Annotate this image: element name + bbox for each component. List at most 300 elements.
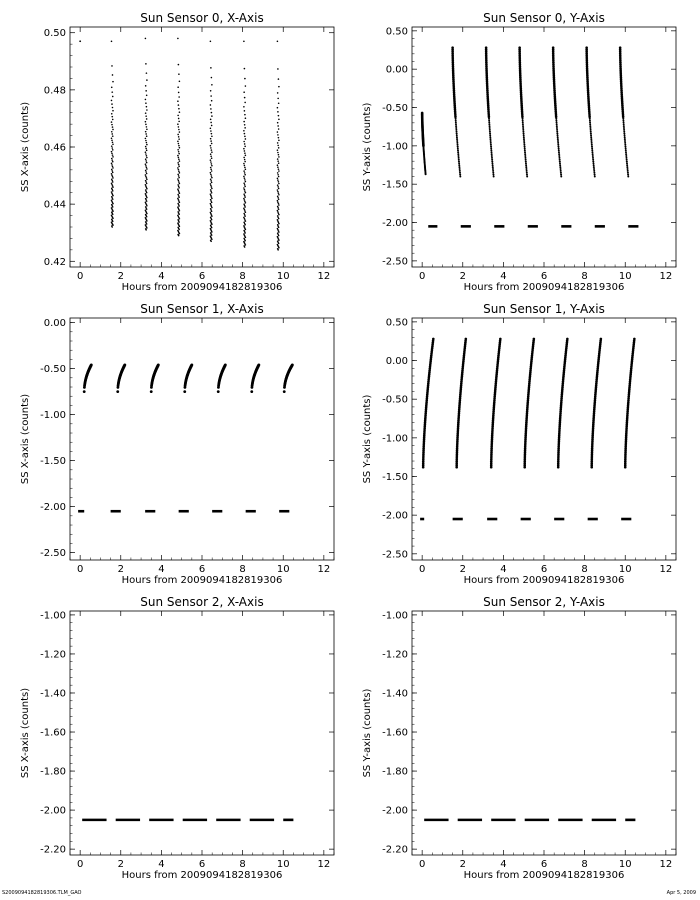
burst-point <box>211 135 213 137</box>
burst-point <box>211 223 213 225</box>
burst-point <box>111 124 113 126</box>
y-tick-label: 0.42 <box>43 256 66 268</box>
burst-point <box>111 158 113 160</box>
curve-point <box>557 142 559 144</box>
y-tick-label: 0.00 <box>43 318 66 330</box>
curve-point <box>525 168 527 170</box>
y-axis-label: SS Y-axis (counts) <box>362 102 373 192</box>
burst-point <box>278 194 280 196</box>
curve-point <box>627 176 629 178</box>
burst-point <box>112 126 114 128</box>
curve-point <box>525 159 527 161</box>
arc-point <box>257 364 260 367</box>
burst-point <box>112 186 114 188</box>
burst-point <box>145 140 147 142</box>
curve-point <box>491 159 493 161</box>
burst-point <box>243 40 245 42</box>
curve-point <box>623 121 625 123</box>
burst-point <box>145 165 147 167</box>
burst-point <box>244 150 246 152</box>
curve-point <box>491 151 493 153</box>
burst-point <box>211 198 213 200</box>
burst-point <box>243 187 245 189</box>
burst-point <box>111 174 113 176</box>
burst-point <box>178 170 180 172</box>
curve-point <box>523 133 525 135</box>
x-tick-label: 12 <box>317 564 331 575</box>
burst-point <box>277 179 279 181</box>
curve-point <box>593 172 595 174</box>
burst-point <box>178 143 180 145</box>
curve-point <box>626 166 628 168</box>
x-tick-label: 6 <box>198 271 206 282</box>
burst-point <box>244 159 246 161</box>
burst-point <box>178 187 180 189</box>
curve-point <box>592 162 594 164</box>
burst-point <box>179 192 181 194</box>
curve-point <box>490 142 492 144</box>
burst-point <box>278 208 280 210</box>
burst-point <box>278 226 280 228</box>
curve-point <box>522 127 524 129</box>
burst-point <box>177 38 179 40</box>
curve-point <box>589 125 591 127</box>
plot-frame <box>412 318 676 560</box>
burst-point <box>244 232 246 234</box>
burst-point <box>278 170 280 172</box>
curve-point <box>524 155 526 157</box>
burst-point <box>178 104 180 106</box>
x-tick-label: 6 <box>540 564 548 575</box>
curve-point <box>455 118 457 120</box>
burst-point <box>277 195 279 197</box>
curve-point <box>523 140 525 142</box>
x-tick-label: 0 <box>76 564 84 575</box>
burst-point <box>244 127 246 129</box>
burst-point <box>210 130 212 132</box>
burst-point <box>178 151 180 153</box>
x-tick-label: 12 <box>659 859 673 870</box>
curve-point <box>459 168 461 170</box>
burst-point <box>111 169 113 171</box>
burst-point <box>178 145 180 147</box>
burst-point <box>146 167 148 169</box>
burst-point <box>146 208 148 210</box>
burst-point <box>277 184 279 186</box>
curve-point <box>625 155 627 157</box>
burst-point <box>177 184 179 186</box>
curve-point <box>589 121 591 123</box>
curve-point <box>526 176 528 178</box>
burst-point <box>111 133 113 135</box>
curve-point <box>558 155 560 157</box>
burst-point <box>145 151 147 153</box>
burst-point <box>244 177 246 179</box>
curve-point <box>590 134 592 136</box>
burst-point <box>210 122 212 124</box>
burst-point <box>211 133 213 135</box>
curve-point <box>590 138 592 140</box>
y-tick-label: -2.00 <box>40 805 66 817</box>
burst-point <box>277 98 279 100</box>
burst-point <box>178 213 180 215</box>
arc-point <box>150 390 153 393</box>
burst-point <box>145 138 147 140</box>
curve-point <box>488 123 490 125</box>
curve-point <box>492 168 494 170</box>
burst-point <box>146 126 148 128</box>
curve-point <box>455 120 457 122</box>
burst-point <box>243 203 245 205</box>
chart-panel-5 <box>20 595 334 881</box>
arc-point <box>190 364 193 367</box>
burst-point <box>178 158 180 160</box>
burst-point <box>145 153 147 155</box>
burst-point <box>277 149 279 151</box>
curve-point <box>557 136 559 138</box>
y-tick-label: -1.40 <box>382 688 408 700</box>
curve-point <box>560 174 562 176</box>
burst-point <box>178 64 180 66</box>
burst-point <box>179 218 181 220</box>
x-tick-label: 0 <box>418 564 426 575</box>
curve-point <box>625 149 627 151</box>
burst-point <box>210 108 212 110</box>
burst-point <box>278 137 280 139</box>
footer-date: Apr 5, 2009 <box>666 890 696 896</box>
burst-point <box>177 188 179 190</box>
y-tick-label: 0.00 <box>385 356 408 368</box>
burst-point <box>244 167 246 169</box>
curve-point <box>522 120 524 122</box>
burst-point <box>277 166 279 168</box>
burst-point <box>211 210 213 212</box>
curve-point <box>456 133 458 135</box>
curve-point <box>600 338 603 341</box>
y-tick-label: 0.48 <box>43 85 66 97</box>
burst-point <box>179 131 181 133</box>
burst-point <box>277 152 279 154</box>
burst-point <box>211 186 213 188</box>
burst-point <box>210 159 212 161</box>
burst-point <box>211 84 213 86</box>
curve-point <box>557 144 559 146</box>
burst-point <box>111 121 113 123</box>
y-tick-label: -1.00 <box>382 610 408 622</box>
burst-point <box>178 175 180 177</box>
burst-point <box>177 123 179 125</box>
burst-point <box>211 177 213 179</box>
y-axis-label: SS X-axis (counts) <box>20 393 31 485</box>
burst-point <box>211 112 213 114</box>
burst-point <box>244 165 246 167</box>
burst-point <box>111 103 113 105</box>
curve-point <box>488 120 490 122</box>
burst-point <box>112 206 114 208</box>
x-tick-label: 4 <box>500 564 507 575</box>
curve-point <box>559 161 561 163</box>
burst-point <box>278 188 280 190</box>
burst-point <box>146 155 148 157</box>
burst-point <box>145 99 147 101</box>
curve-point <box>558 153 560 155</box>
burst-point <box>243 170 245 172</box>
burst-point <box>112 220 114 222</box>
x-tick-label: 10 <box>276 564 290 575</box>
burst-point <box>111 113 113 115</box>
curve-point <box>627 174 629 176</box>
burst-point <box>112 210 114 212</box>
burst-point <box>146 109 148 111</box>
burst-point <box>112 213 114 215</box>
curve-point <box>626 161 628 163</box>
burst-point <box>245 244 247 246</box>
burst-point <box>145 38 147 40</box>
burst-point <box>112 143 114 145</box>
y-tick-label: -2.00 <box>382 510 408 522</box>
curve-point <box>490 149 492 151</box>
burst-point <box>210 167 212 169</box>
burst-point <box>146 183 148 185</box>
curve-point <box>525 162 527 164</box>
x-axis-label: Hours from 2009094182819306 <box>121 575 283 586</box>
burst-point <box>278 203 280 205</box>
curve-point <box>625 151 627 153</box>
burst-point <box>112 119 114 121</box>
curve-point <box>557 138 559 140</box>
burst-point <box>146 150 148 152</box>
burst-point <box>244 246 246 248</box>
y-tick-label: -0.50 <box>40 364 66 376</box>
burst-point <box>179 183 181 185</box>
burst-point <box>245 181 247 183</box>
curve-point <box>624 136 626 138</box>
burst-point <box>211 77 213 79</box>
curve-point <box>455 127 457 129</box>
x-tick-label: 0 <box>418 859 426 870</box>
arc-point <box>291 364 294 367</box>
curve-point <box>622 120 624 122</box>
y-tick-label: -1.50 <box>382 179 408 191</box>
curve-point <box>625 157 627 159</box>
burst-point <box>278 147 280 149</box>
burst-point <box>210 90 212 92</box>
curve-point <box>594 174 596 176</box>
curve-point <box>592 159 594 161</box>
burst-point <box>146 220 148 222</box>
burst-point <box>244 161 246 163</box>
burst-point <box>111 173 113 175</box>
curve-point <box>591 146 593 148</box>
curve-point <box>556 133 558 135</box>
burst-point <box>145 115 147 117</box>
burst-point <box>145 131 147 133</box>
burst-point <box>278 128 280 130</box>
burst-point <box>278 231 280 233</box>
curve-point <box>457 153 459 155</box>
curve-point <box>525 164 527 166</box>
y-tick-label: -1.60 <box>382 727 408 739</box>
burst-point <box>245 85 247 87</box>
burst-point <box>244 179 246 181</box>
curve-point <box>533 338 536 341</box>
x-tick-label: 8 <box>581 271 588 282</box>
burst-point <box>278 214 280 216</box>
curve-point <box>457 149 459 151</box>
curve-point <box>522 131 524 133</box>
burst-point <box>211 227 213 229</box>
curve-point <box>492 174 494 176</box>
burst-point <box>244 124 246 126</box>
curve-point <box>589 120 591 122</box>
chart-panel-1 <box>20 11 334 293</box>
burst-point <box>277 164 279 166</box>
y-tick-label: 0.46 <box>43 142 66 154</box>
curve-point <box>489 133 491 135</box>
burst-point <box>211 207 213 209</box>
burst-point <box>244 133 246 135</box>
burst-point <box>211 115 213 117</box>
curve-point <box>591 149 593 151</box>
curve-point <box>490 146 492 148</box>
x-tick-label: 10 <box>276 271 290 282</box>
burst-point <box>146 162 148 164</box>
burst-point <box>145 163 147 165</box>
curve-point <box>492 172 494 174</box>
burst-point <box>178 157 180 159</box>
curve-point <box>622 118 624 120</box>
curve-point <box>556 123 558 125</box>
curve-point <box>556 121 558 123</box>
curve-point <box>492 166 494 168</box>
x-tick-label: 4 <box>158 271 165 282</box>
curve-point <box>524 148 526 150</box>
burst-point <box>211 163 213 165</box>
curve-point <box>556 129 558 131</box>
burst-point <box>112 172 114 174</box>
curve-point <box>623 127 625 129</box>
x-tick-label: 8 <box>239 271 246 282</box>
burst-point <box>146 95 148 97</box>
x-tick-label: 10 <box>618 859 632 870</box>
burst-point <box>178 108 180 110</box>
burst-point <box>210 155 212 157</box>
curve-point <box>556 127 558 129</box>
curve-point <box>591 142 593 144</box>
curve-point <box>623 131 625 133</box>
x-axis-label: Hours from 2009094182819306 <box>121 282 283 293</box>
y-tick-label: -1.40 <box>40 688 66 700</box>
burst-point <box>277 158 279 160</box>
burst-point <box>210 127 212 129</box>
burst-point <box>146 135 148 137</box>
burst-point <box>244 172 246 174</box>
burst-point <box>244 206 246 208</box>
curve-point <box>455 125 457 127</box>
burst-point <box>278 78 280 80</box>
burst-point <box>278 239 280 241</box>
x-tick-label: 4 <box>158 859 165 870</box>
x-tick-label: 6 <box>540 271 548 282</box>
burst-point <box>211 175 213 177</box>
curve-point <box>522 125 524 127</box>
burst-point <box>179 147 181 149</box>
burst-point <box>277 40 279 42</box>
burst-point <box>278 140 280 142</box>
burst-point <box>178 180 180 182</box>
burst-point <box>278 223 280 225</box>
curve-point <box>591 151 593 153</box>
curve-point <box>592 155 594 157</box>
burst-point <box>211 182 213 184</box>
chart-panel-6 <box>362 595 676 881</box>
burst-point <box>178 235 180 237</box>
burst-point <box>112 81 114 83</box>
burst-point <box>177 141 179 143</box>
x-axis-label: Hours from 2009094182819306 <box>463 870 625 881</box>
curve-point <box>591 144 593 146</box>
x-tick-label: 6 <box>198 564 206 575</box>
curve-point <box>556 125 558 127</box>
curve-point <box>458 162 460 164</box>
burst-point <box>211 215 213 217</box>
curve-point <box>459 170 461 172</box>
arc-point <box>157 364 160 367</box>
burst-point <box>146 227 148 229</box>
burst-point <box>245 155 247 157</box>
burst-point <box>277 201 279 203</box>
burst-point <box>179 201 181 203</box>
burst-point <box>178 73 180 75</box>
curve-point <box>559 164 561 166</box>
burst-point <box>277 160 279 162</box>
burst-point <box>245 138 247 140</box>
curve-point <box>490 148 492 150</box>
curve-point <box>458 166 460 168</box>
burst-point <box>211 151 213 153</box>
curve-point <box>560 176 562 178</box>
burst-point <box>278 183 280 185</box>
burst-point <box>146 192 148 194</box>
burst-point <box>178 196 180 198</box>
burst-point <box>112 74 114 76</box>
x-tick-label: 12 <box>659 271 673 282</box>
burst-point <box>178 164 180 166</box>
burst-point <box>146 188 148 190</box>
burst-point <box>145 229 147 231</box>
curve-point <box>491 162 493 164</box>
burst-point <box>244 205 246 207</box>
curve-point <box>457 148 459 150</box>
burst-point <box>211 143 213 145</box>
curve-point <box>457 146 459 148</box>
curve-point <box>624 146 626 148</box>
burst-point <box>278 115 280 117</box>
curve-point <box>624 134 626 136</box>
burst-point <box>278 243 280 245</box>
y-tick-label: -2.00 <box>382 218 408 230</box>
burst-point <box>243 163 245 165</box>
curve-point <box>558 148 560 150</box>
burst-point <box>112 110 114 112</box>
burst-point <box>145 102 147 104</box>
x-tick-label: 12 <box>317 271 331 282</box>
burst-point <box>277 145 279 147</box>
curve-point <box>556 131 558 133</box>
y-tick-label: -1.00 <box>40 410 66 422</box>
burst-point <box>244 136 246 138</box>
curve-point <box>623 129 625 131</box>
